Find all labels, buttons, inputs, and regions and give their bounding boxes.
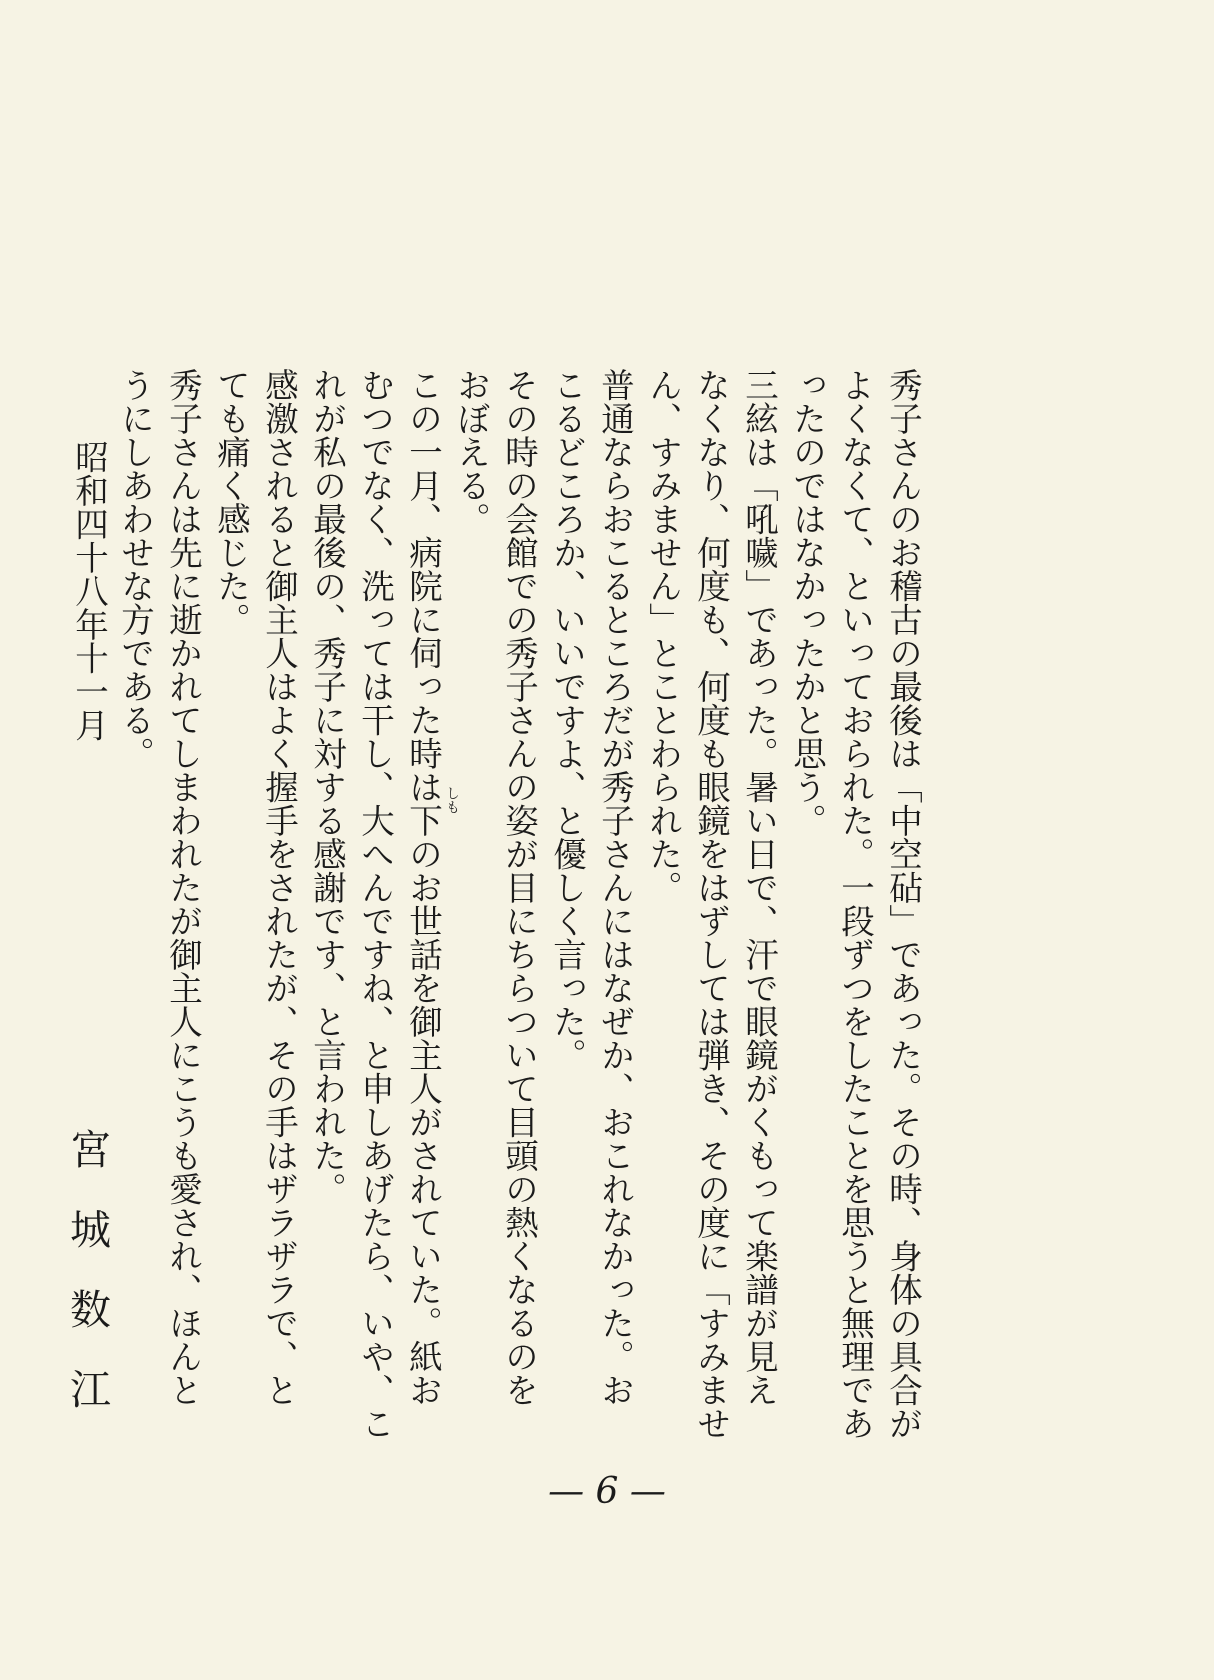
body-line-9: その時の会館での秀子さんの姿が目にちらついて目頭の熱くなるのを: [499, 368, 539, 1407]
body-line-14: 感激されると御主人はよく握手をされたが、その手はザラザラで、と: [259, 368, 299, 1407]
body-line-3: ったのではなかったかと思う。: [787, 368, 827, 837]
body-line-5: なくなり、何度も、何度も眼鏡をはずしては弾き、その度に「すみませ: [691, 368, 731, 1440]
body-line-4: 三絃は「吼噦」であった。暑い日で、汗で眼鏡がくもって楽譜が見え: [739, 368, 779, 1407]
page-number: [0, 1471, 1214, 1512]
date-line: 昭和四十八年十一月: [69, 440, 109, 742]
body-line-8: こるどころか、いいですよ、と優しく言った。: [547, 368, 587, 1072]
body-line-6: ん、すみません」とことわられた。: [643, 368, 683, 904]
body-line-13: れが私の最後の、秀子に対する感謝です、と言われた。: [307, 368, 347, 1206]
body-line-2: よくなくて、といっておられた。一段ずつをしたことを思うと無理であ: [835, 368, 875, 1440]
body-line-17: うにしあわせな方である。: [115, 368, 155, 770]
ruby-annotation: しも: [444, 786, 460, 814]
body-line-10: おぼえる。: [451, 368, 491, 536]
body-line-12: むつでなく、洗っては干し、大へんですね、と申しあげたら、いや、こ: [355, 368, 395, 1440]
page-number-text: — 6 —: [548, 1471, 666, 1512]
author-name: 宮城数江: [63, 1128, 111, 1448]
body-line-15: ても痛く感じた。: [211, 368, 251, 636]
body-line-11: この一月、病院に伺った時は下のお世話を御主人がされていた。紙お: [403, 368, 443, 1407]
body-line-7: 普通ならおこるところだが秀子さんにはなぜか、おこれなかった。お: [595, 368, 635, 1407]
body-line-16: 秀子さんは先に逝かれてしまわれたが御主人にこうも愛され、ほんと: [163, 368, 203, 1407]
body-line-1: 秀子さんのお稽古の最後は「中空砧」であった。その時、身体の具合が: [883, 368, 923, 1440]
